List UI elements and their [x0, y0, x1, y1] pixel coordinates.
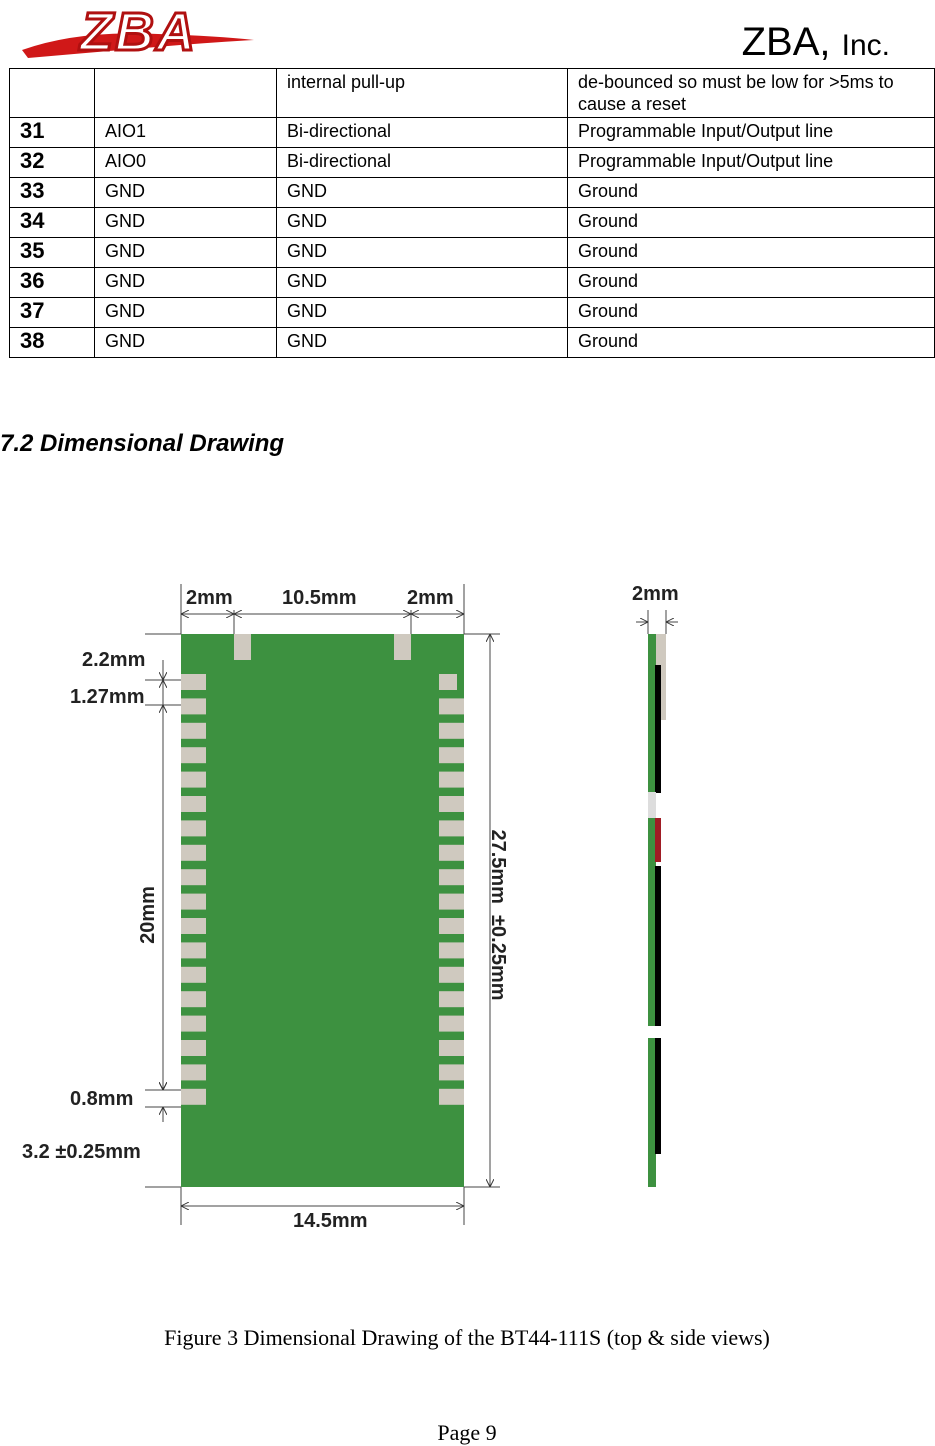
pin-type-cell: GND — [277, 178, 568, 208]
pin-number-cell: 38 — [10, 328, 95, 358]
solder-pad — [181, 942, 206, 958]
solder-pad — [439, 1016, 464, 1032]
solder-pad — [439, 1040, 464, 1056]
solder-pad — [439, 1064, 464, 1080]
solder-pad — [181, 1040, 206, 1056]
pin-type-cell: Bi-directional — [277, 148, 568, 178]
pin-number-cell: 36 — [10, 268, 95, 298]
pin-description-cell: Ground — [568, 238, 935, 268]
solder-pad — [181, 869, 206, 885]
dim-pad-width: 0.8mm — [70, 1088, 134, 1110]
antenna-pad-right — [394, 634, 411, 660]
module-side-view — [648, 634, 666, 1187]
table-row — [10, 118, 935, 148]
solder-pad — [181, 967, 206, 983]
pin-table — [9, 68, 935, 358]
solder-pad — [439, 723, 464, 739]
pin-description-cell: de-bounced so must be low for >5ms to cause a reset — [568, 69, 935, 118]
solder-pad — [439, 991, 464, 1007]
solder-pad — [439, 796, 464, 812]
table-row — [10, 69, 935, 118]
solder-pad — [439, 820, 464, 836]
dimensional-drawing — [0, 570, 934, 1232]
solder-pad — [181, 674, 206, 690]
pin-table-body — [10, 69, 935, 358]
company-name-suffix: Inc. — [841, 29, 890, 62]
solder-pad — [181, 845, 206, 861]
antenna-pad-left — [234, 634, 251, 660]
table-row — [10, 328, 935, 358]
table-row — [10, 238, 935, 268]
pin-description-cell: Ground — [568, 298, 935, 328]
pin-number-cell: 32 — [10, 148, 95, 178]
pin-type-cell: GND — [277, 208, 568, 238]
solder-pad — [439, 772, 464, 788]
pin-description-cell: Ground — [568, 268, 935, 298]
figure-caption: Figure 3 Dimensional Drawing of the BT44-111S (top & side views) — [164, 1325, 770, 1350]
company-name — [742, 18, 890, 70]
pin-description-cell: Programmable Input/Output line — [568, 118, 935, 148]
pin-number-cell: 37 — [10, 298, 95, 328]
table-row — [10, 148, 935, 178]
pin-name-cell: GND — [95, 208, 277, 238]
pin-type-cell: GND — [277, 328, 568, 358]
table-row — [10, 268, 935, 298]
pin-number-cell: 31 — [10, 118, 95, 148]
dim-first-pad-offset: 2.2mm — [82, 649, 146, 671]
dim-side-thickness: 2mm — [632, 583, 679, 605]
solder-pad — [181, 820, 206, 836]
solder-pad — [439, 869, 464, 885]
pin-name-cell: GND — [95, 268, 277, 298]
zba-logo — [18, 0, 258, 66]
dim-bottom-clearance: 3.2 ±0.25mm — [22, 1141, 141, 1163]
pin-name-cell: GND — [95, 238, 277, 268]
solder-pad — [181, 1089, 206, 1105]
solder-pad — [181, 723, 206, 739]
dim-top-left: 2mm — [186, 587, 233, 609]
solder-pad — [439, 918, 464, 934]
table-row — [10, 298, 935, 328]
dim-length: 27.5mm ±0.25mm — [487, 829, 509, 1001]
solder-pad — [439, 894, 464, 910]
pin-description-cell: Ground — [568, 178, 935, 208]
dim-width: 14.5mm — [293, 1210, 368, 1232]
solder-pad — [181, 698, 206, 714]
solder-pad — [439, 747, 464, 763]
pin-number-cell: 35 — [10, 238, 95, 268]
dim-top-right: 2mm — [407, 587, 454, 609]
module-board-top-view — [181, 634, 464, 1187]
pin-description-cell: Ground — [568, 208, 935, 238]
pin-name-cell: GND — [95, 298, 277, 328]
company-name-main: ZBA, — [741, 20, 831, 64]
table-row — [10, 208, 935, 238]
page-number: Page 9 — [437, 1420, 497, 1445]
solder-pad — [181, 991, 206, 1007]
pin-number-cell: 34 — [10, 208, 95, 238]
pin-type-cell: Bi-directional — [277, 118, 568, 148]
solder-pad — [439, 942, 464, 958]
pin-number-cell: 33 — [10, 178, 95, 208]
pin-description-cell: Ground — [568, 328, 935, 358]
pin-description-cell: Programmable Input/Output line — [568, 148, 935, 178]
pin-type-cell: GND — [277, 268, 568, 298]
solder-pad — [439, 845, 464, 861]
solder-pad — [181, 918, 206, 934]
solder-pad — [181, 747, 206, 763]
solder-pad — [181, 1064, 206, 1080]
solder-pad — [439, 1089, 464, 1105]
pin-name-cell: GND — [95, 178, 277, 208]
pin-type-cell: GND — [277, 298, 568, 328]
solder-pad — [181, 796, 206, 812]
pin-name-cell: AIO1 — [95, 118, 277, 148]
section-heading: 7.2 Dimensional Drawing — [0, 430, 285, 457]
pin-name-cell — [95, 69, 277, 118]
pin-name-cell: GND — [95, 328, 277, 358]
pin-type-cell: GND — [277, 238, 568, 268]
dim-pad-pitch: 1.27mm — [70, 686, 145, 708]
svg-text:ZBA: ZBA — [80, 2, 197, 62]
solder-pad — [181, 772, 206, 788]
solder-pad — [439, 674, 457, 690]
pin-number-cell — [10, 69, 95, 118]
solder-pad — [439, 967, 464, 983]
dim-top-middle: 10.5mm — [282, 587, 357, 609]
solder-pad — [439, 698, 464, 714]
pin-name-cell: AIO0 — [95, 148, 277, 178]
solder-pad — [181, 1016, 206, 1032]
pin-type-cell: internal pull-up — [277, 69, 568, 118]
solder-pad — [181, 894, 206, 910]
table-row — [10, 178, 935, 208]
dim-pad-span: 20mm — [137, 886, 159, 944]
